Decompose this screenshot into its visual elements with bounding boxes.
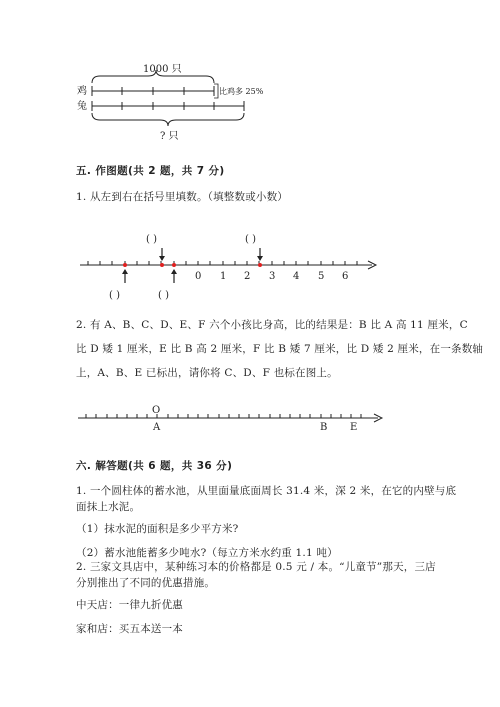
arrow-up-2-head: [171, 269, 177, 274]
number-line-1: [0, 225, 500, 305]
diagram-top-label: 1000 只: [143, 64, 182, 75]
section5-heading: 五. 作图题(共 2 题，共 7 分): [76, 165, 225, 177]
q6-1-sub1: （1）抹水泥的面积是多少平方米?: [76, 523, 239, 535]
section6-heading: 六. 解答题(共 6 题，共 36 分): [76, 460, 233, 472]
arrow-down-1-head: [159, 256, 165, 261]
marker-1: [123, 263, 127, 267]
tick-label-6: 6: [342, 271, 349, 282]
tick-label-4: 4: [293, 271, 300, 282]
arrow-down-2-head: [257, 256, 263, 261]
minor-ticks: [88, 261, 357, 265]
q5-2-line1: 2. 有 A、B、C、D、E、F 六个小孩比身高，比的结果是：B 比 A 高 11 厘米，C: [76, 319, 468, 331]
bottom-brace: [92, 113, 244, 126]
arrow-up-1-head: [122, 269, 128, 274]
point-label-a: A: [153, 422, 161, 433]
q6-2-store1: 中天店：一律九折优惠: [76, 599, 183, 611]
note-bracket: [214, 84, 218, 98]
marker-2: [160, 263, 164, 267]
number-line-2: [0, 398, 500, 438]
point-label-e: E: [350, 422, 358, 433]
row-label-rabbit: 兔: [77, 101, 87, 112]
tick-label-2: 2: [244, 271, 251, 282]
tick-label-3: 3: [269, 271, 276, 282]
diagram-note: 比鸡多 25%: [219, 87, 264, 96]
tick-label-1: 1: [220, 271, 227, 282]
q5-2-line2: 比 D 矮 1 厘米，E 比 B 高 2 厘米，F 比 B 矮 7 厘米，比 D 矮 2 厘米，在一条数轴: [76, 343, 484, 355]
q6-2-line1: 2. 三家文具店中，某种练习本的价格都是 0.5 元 / 本。“儿童节”那天，三店: [76, 561, 436, 573]
tick-label-0: 0: [195, 271, 202, 282]
q6-2-line2: 分别推出了不同的优惠措施。: [76, 577, 216, 589]
height-ticks: [86, 414, 361, 418]
q5-2-line3: 上，A、B、E 已标出，请你将 C、D、F 也标在图上。: [76, 367, 338, 379]
segment-diagram: [0, 0, 500, 150]
tick-label-5: 5: [318, 271, 325, 282]
q5-1-text: 1. 从左到右在括号里填数。（填整数或小数）: [76, 191, 289, 203]
bracket-top-2: ( ): [245, 234, 256, 245]
q6-2-store2: 家和店：买五本送一本: [76, 623, 183, 635]
marker-3: [172, 263, 176, 267]
q6-1-line2: 面抹上水泥。: [76, 501, 141, 513]
marker-4: [258, 263, 262, 267]
origin-label: O: [152, 405, 161, 416]
diagram-bottom-label: ? 只: [160, 131, 179, 142]
row-label-chicken: 鸡: [77, 86, 87, 97]
q6-1-line1: 1. 一个圆柱体的蓄水池，从里面量底面周长 31.4 米，深 2 米，在它的内壁与底: [76, 485, 457, 497]
point-label-b: B: [320, 422, 328, 433]
bracket-bottom-2: ( ): [158, 290, 169, 301]
q6-1-sub2: （2）蓄水池能蓄多少吨水?（每立方米水约重 1.1 吨）: [76, 547, 338, 559]
bracket-top-1: ( ): [146, 234, 157, 245]
bracket-bottom-1: ( ): [109, 290, 120, 301]
